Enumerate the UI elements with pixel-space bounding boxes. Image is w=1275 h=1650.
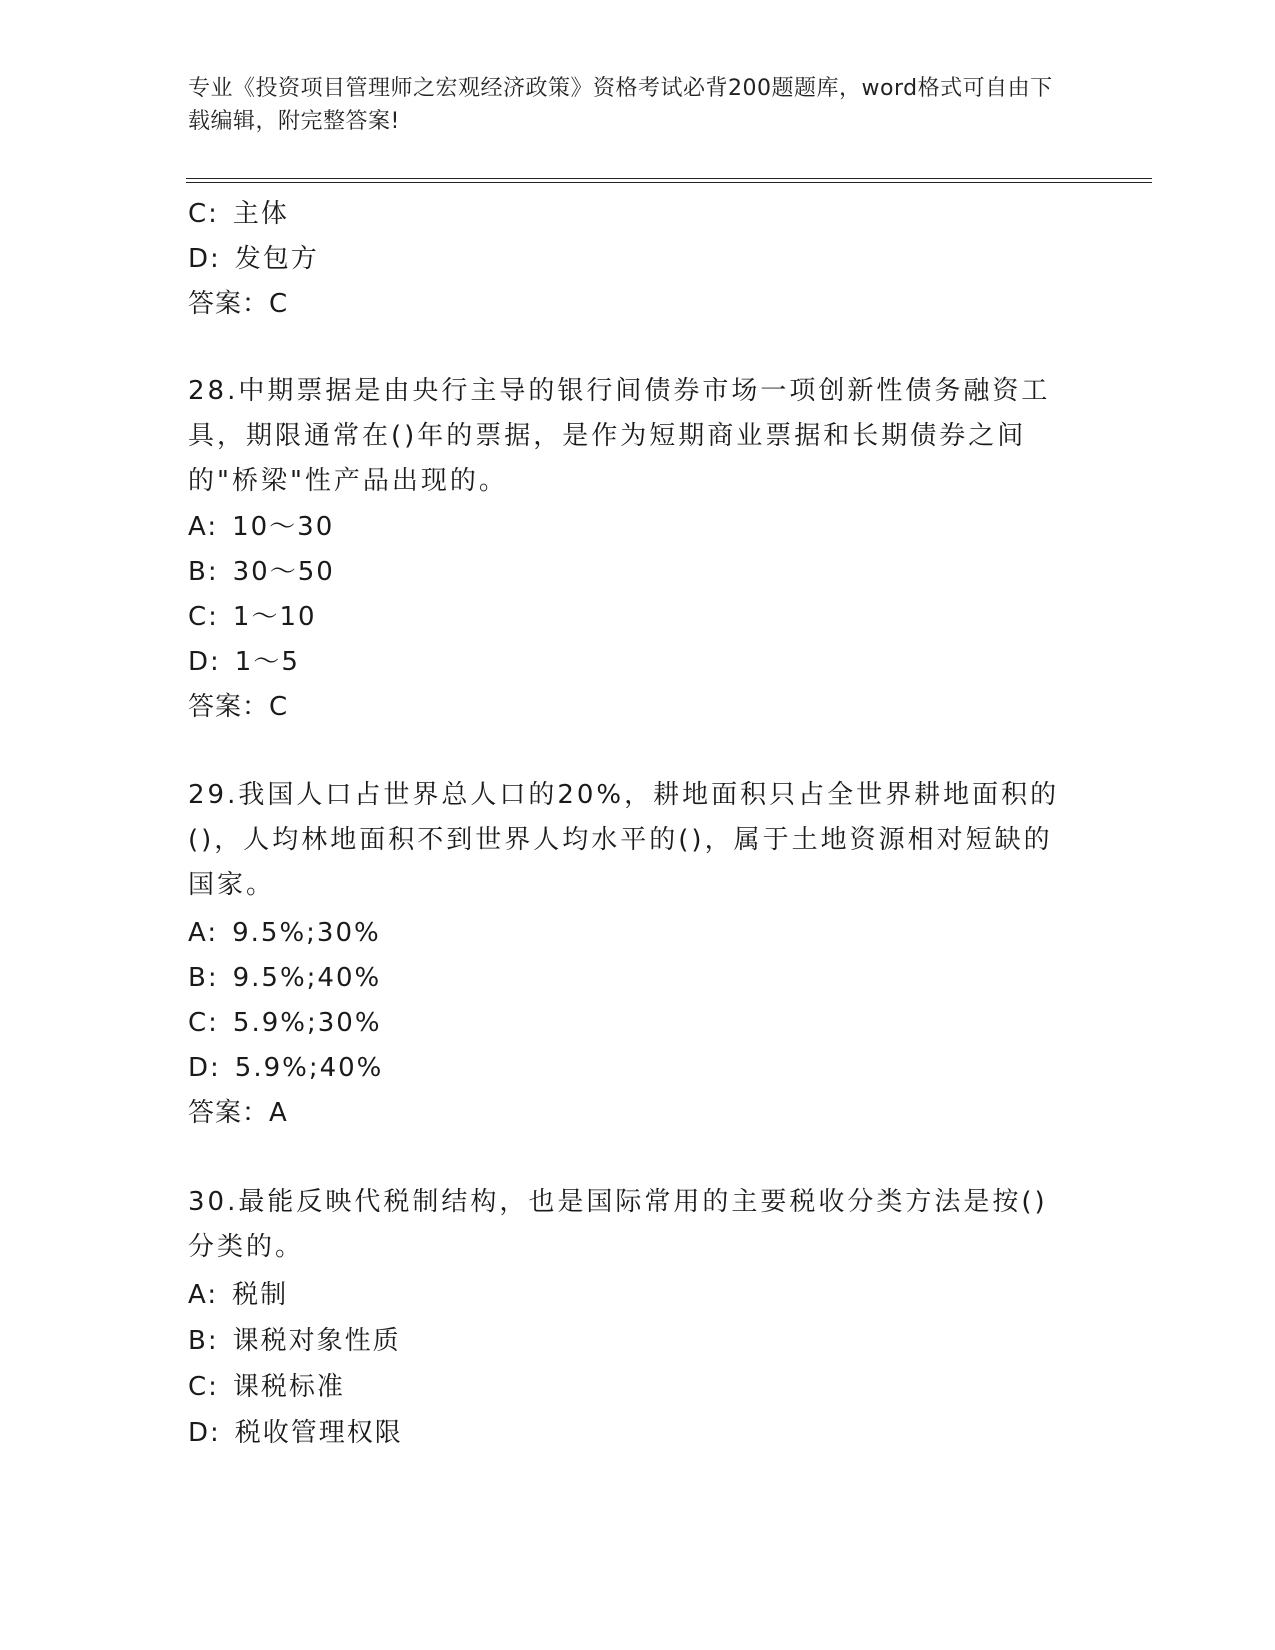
option-d: D: 5.9%;40% xyxy=(188,1053,384,1083)
option-a: A: 9.5%;30% xyxy=(188,918,381,948)
option-d: D: 发包方 xyxy=(188,244,319,274)
answer-line: 答案：C xyxy=(188,692,289,722)
option-d: D: 税收管理权限 xyxy=(188,1418,403,1448)
option-c: C: 主体 xyxy=(188,199,289,229)
header-divider-top xyxy=(186,178,1152,179)
option-c: C: 5.9%;30% xyxy=(188,1008,382,1038)
question-28-text: 28.中期票据是由央行主导的银行间债券市场一项创新性债务融资工具，期限通常在()年的票据，是作为短期商业票据和长期债券之间的"桥梁"性产品出现的。 xyxy=(188,376,1051,496)
answer-line: 答案：C xyxy=(188,289,289,319)
option-c: C: 1～10 xyxy=(188,602,317,632)
option-c: C: 课税标准 xyxy=(188,1372,345,1402)
option-d: D: 1～5 xyxy=(188,647,300,677)
header-divider-bottom xyxy=(186,182,1152,183)
option-a: A: 税制 xyxy=(188,1280,289,1310)
option-b: B: 30～50 xyxy=(188,557,335,587)
question-29-text: 29.我国人口占世界总人口的20%，耕地面积只占全世界耕地面积的()，人均林地面积不到世界人均水平的()，属于土地资源相对短缺的国家。 xyxy=(188,780,1060,900)
question-30-text: 30.最能反映代税制结构，也是国际常用的主要税收分类方法是按()分类的。 xyxy=(188,1187,1048,1262)
document-header: 专业《投资项目管理师之宏观经济政策》资格考试必背200题题库，word格式可自由下载编辑，附完整答案! xyxy=(188,76,1053,134)
option-b: B: 9.5%;40% xyxy=(188,963,382,993)
option-a: A: 10～30 xyxy=(188,512,335,542)
answer-line: 答案：A xyxy=(188,1098,288,1128)
option-b: B: 课税对象性质 xyxy=(188,1326,401,1356)
